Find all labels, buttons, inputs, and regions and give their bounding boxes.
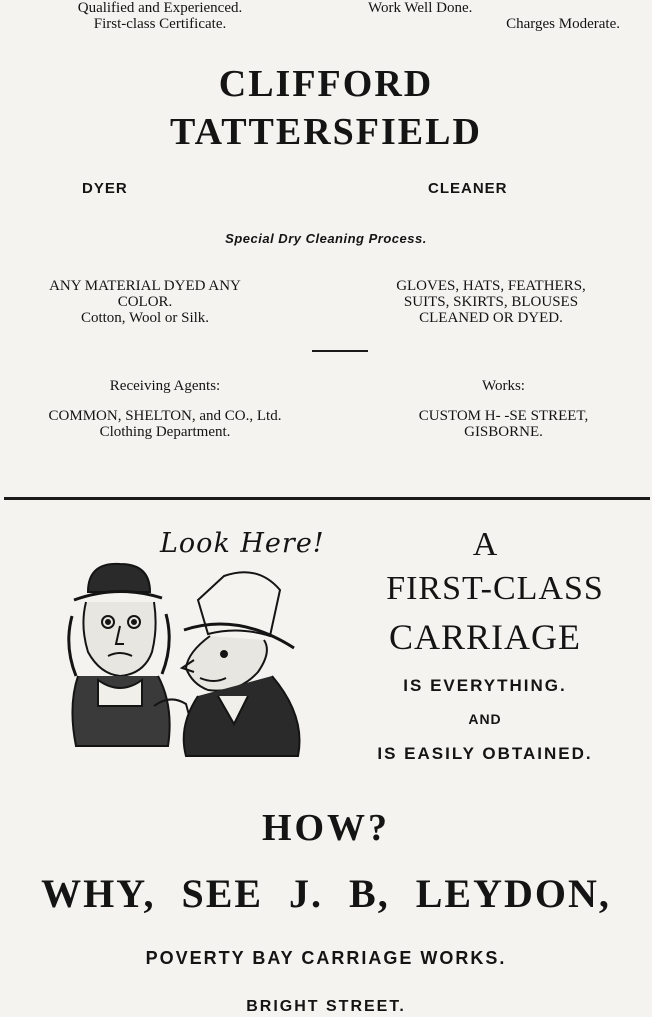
material-line-3: Cotton, Wool or Silk.: [80, 310, 210, 326]
qualification-text: [0, 0, 320, 32]
why-see-leydon: WHY, SEE J. B, LEYDON,: [41, 871, 611, 916]
charges-text: [340, 0, 640, 32]
gloves-line-1: GLOVES, HATS, FEATHERS,: [396, 278, 586, 294]
works-address: [355, 378, 652, 440]
trade-cleaner: CLEANER: [428, 180, 508, 197]
headline-first-class: FIRST-CLASS: [386, 570, 604, 607]
left-man-figure: [69, 564, 170, 746]
qualification-line-1: Qualified and Experienced.: [77, 0, 243, 16]
business-name-line-1: CLIFFORD: [218, 63, 434, 105]
is-easily-obtained: IS EASILY OBTAINED.: [377, 744, 593, 763]
special-process: Special Dry Cleaning Process.: [225, 231, 427, 246]
receiving-agents: [0, 378, 330, 440]
poverty-bay-carriage-works: POVERTY BAY CARRIAGE WORKS.: [145, 948, 507, 968]
look-here-caption: Look Here!: [160, 528, 325, 559]
receiving-label: Receiving Agents:: [109, 378, 221, 394]
and-text: AND: [468, 711, 502, 727]
material-text: [0, 278, 290, 326]
two-men-illustration: [58, 556, 318, 762]
works-line-1: CUSTOM H- -SE STREET,: [418, 408, 589, 424]
receiving-line-1: COMMON, SHELTON, and CO., Ltd.: [48, 408, 282, 424]
short-rule: [312, 350, 368, 352]
charges-line-1: Work Well Done.: [368, 0, 473, 16]
receiving-line-2: Clothing Department.: [99, 424, 231, 440]
trade-dyer: DYER: [82, 180, 128, 197]
material-line-1: ANY MATERIAL DYED ANY: [49, 278, 241, 294]
is-everything: IS EVERYTHING.: [403, 676, 567, 695]
business-name-line-2: TATTERSFIELD: [170, 111, 482, 153]
charges-line-2: Charges Moderate.: [506, 16, 620, 32]
gloves-text: [330, 278, 652, 326]
headline-carriage: CARRIAGE: [388, 617, 581, 657]
qualification-line-2: First-class Certificate.: [93, 16, 227, 32]
works-line-2: GISBORNE.: [464, 424, 543, 440]
works-label: Works:: [482, 378, 525, 394]
material-line-2: COLOR.: [117, 294, 173, 310]
gloves-line-3: CLEANED OR DYED.: [419, 310, 563, 326]
headline-a: A: [472, 526, 498, 563]
gloves-line-2: SUITS, SKIRTS, BLOUSES: [403, 294, 579, 310]
section-divider: [4, 497, 650, 500]
how-question: HOW?: [261, 807, 391, 849]
right-man-figure: [154, 572, 300, 756]
bright-street: BRIGHT STREET.: [246, 998, 406, 1015]
